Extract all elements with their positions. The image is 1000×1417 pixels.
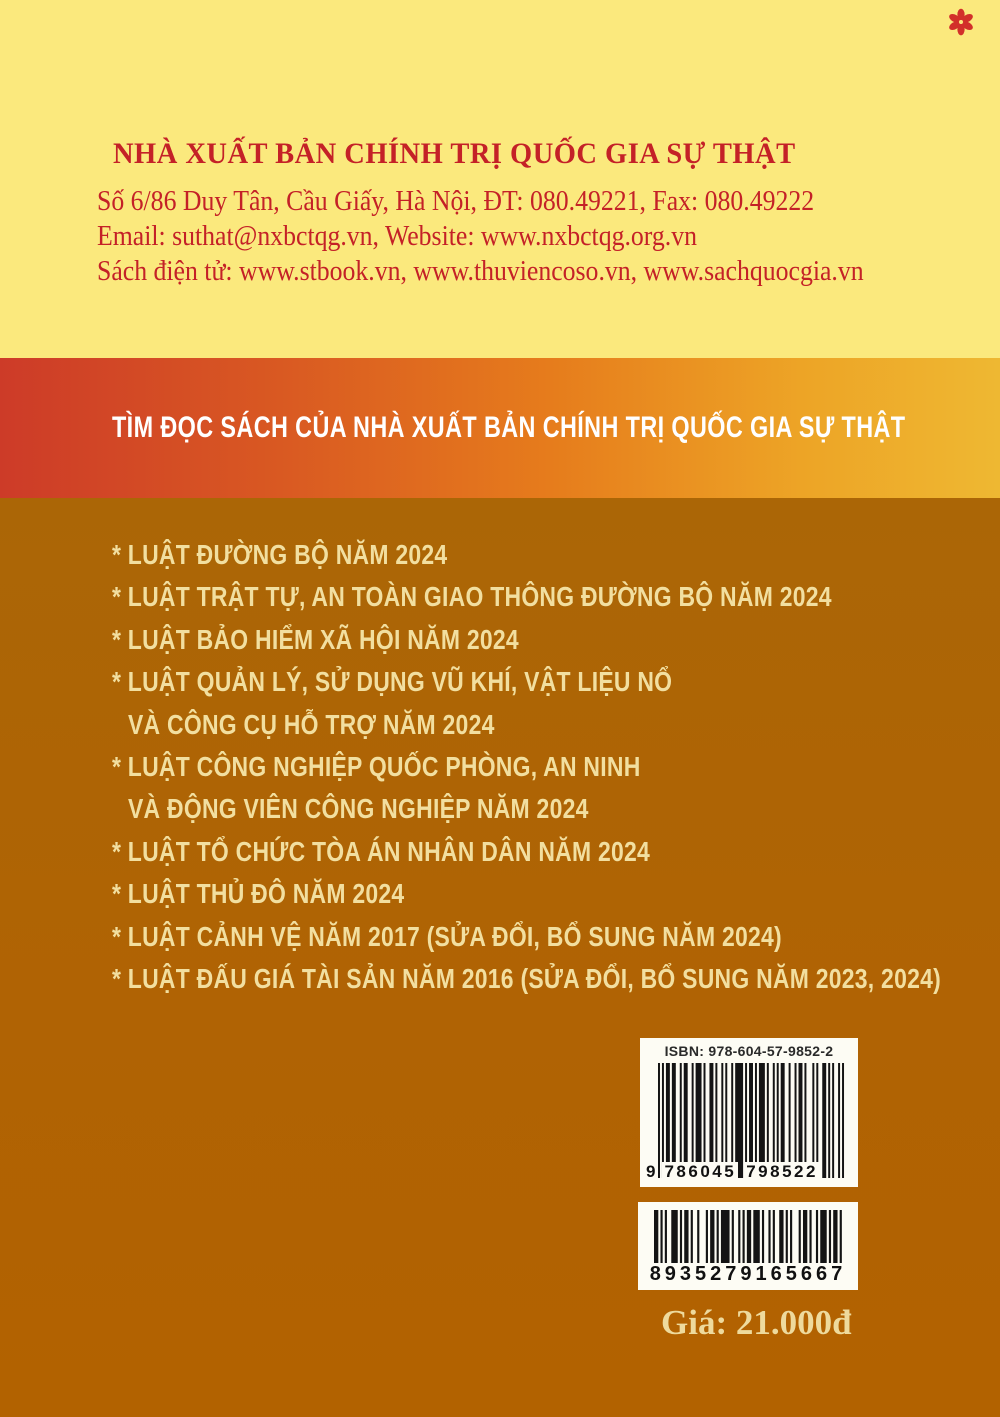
publisher-ebook-sites: Sách điện tử: www.stbook.vn, www.thuviencoso.vn, www.sachquocgia.vn xyxy=(97,256,864,287)
book-list-item-line: * LUẬT CÔNG NGHIỆP QUỐC PHÒNG, AN NINH xyxy=(112,751,641,783)
book-list xyxy=(112,534,1000,1000)
book-list-item-line: * LUẬT ĐẤU GIÁ TÀI SẢN NĂM 2016 (SỬA ĐỔI, BỔ SUNG NĂM 2023, 2024) xyxy=(112,963,942,995)
book-list-item-line: * LUẬT THỦ ĐÔ NĂM 2024 xyxy=(112,878,405,910)
book-list-item-line: VÀ ĐỘNG VIÊN CÔNG NGHIỆP NĂM 2024 xyxy=(128,793,589,825)
isbn-label: ISBN: 978-604-57-9852-2 xyxy=(664,1043,834,1059)
book-list-item-line: * LUẬT BẢO HIỂM XÃ HỘI NĂM 2024 xyxy=(112,623,519,655)
book-list-item-line: * LUẬT TRẬT TỰ, AN TOÀN GIAO THÔNG ĐƯỜNG BỘ NĂM 2024 xyxy=(112,581,832,613)
publisher-section xyxy=(0,0,1000,358)
isbn-digit-group: 798522 xyxy=(746,1162,818,1181)
isbn-digits xyxy=(645,1162,852,1182)
isbn-barcode xyxy=(640,1038,858,1187)
book-list-item-line: * LUẬT CẢNH VỆ NĂM 2017 (SỬA ĐỔI, BỔ SUNG NĂM 2024) xyxy=(112,920,782,952)
isbn-barcode-bars-icon xyxy=(658,1063,846,1178)
product-barcode-digits xyxy=(638,1263,858,1286)
price-label: Giá: 21.000đ xyxy=(661,1303,852,1342)
isbn-digit-group: 9 xyxy=(646,1162,656,1181)
publisher-address: Số 6/86 Duy Tân, Cầu Giấy, Hà Nội, ĐT: 080.49221, Fax: 080.49222 xyxy=(97,186,815,217)
flower-icon xyxy=(947,8,975,36)
book-list-item-line: * LUẬT ĐƯỜNG BỘ NĂM 2024 xyxy=(112,539,448,570)
book-list-item-line: * LUẬT TỔ CHỨC TÒA ÁN NHÂN DÂN NĂM 2024 xyxy=(112,835,651,867)
book-list-item-line: * LUẬT QUẢN LÝ, SỬ DỤNG VŨ KHÍ, VẬT LIỆU NỔ xyxy=(112,666,673,698)
isbn-digit-group: 786045 xyxy=(664,1162,737,1181)
product-barcode-digits-text: 8935279165667 xyxy=(646,1263,851,1285)
publisher-email-website: Email: suthat@nxbctqg.vn, Website: www.nxbctqg.org.vn xyxy=(97,221,697,252)
publisher-info xyxy=(97,132,930,289)
promo-banner-text: TÌM ĐỌC SÁCH CỦA NHÀ XUẤT BẢN CHÍNH TRỊ QUỐC GIA SỰ THẬT xyxy=(112,411,906,444)
publisher-name: NHÀ XUẤT BẢN CHÍNH TRỊ QUỐC GIA SỰ THẬT xyxy=(113,137,796,170)
book-list-item-line: VÀ CÔNG CỤ HỖ TRỢ NĂM 2024 xyxy=(128,708,495,740)
product-barcode xyxy=(638,1202,858,1290)
promo-banner xyxy=(0,358,1000,498)
